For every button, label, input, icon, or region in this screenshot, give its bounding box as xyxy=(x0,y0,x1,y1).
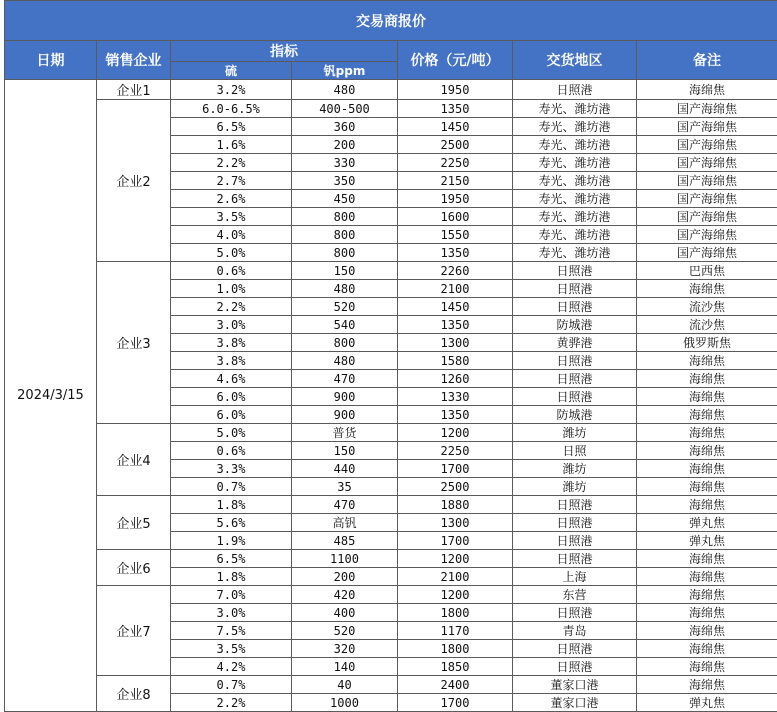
price-cell[interactable]: 2250 xyxy=(398,154,513,172)
vanadium-cell[interactable]: 520 xyxy=(292,622,398,640)
sulfur-cell[interactable]: 1.9% xyxy=(171,532,292,550)
price-cell[interactable]: 2500 xyxy=(398,478,513,496)
price-cell[interactable]: 1170 xyxy=(398,622,513,640)
remark-cell[interactable]: 海绵焦 xyxy=(637,496,777,514)
quote-table xyxy=(4,0,777,712)
region-cell[interactable]: 青岛 xyxy=(513,622,637,640)
price-cell[interactable]: 1350 xyxy=(398,100,513,118)
region-cell[interactable]: 日照港 xyxy=(513,496,637,514)
region-cell[interactable]: 日照 xyxy=(513,442,637,460)
region-cell[interactable]: 寿光、潍坊港 xyxy=(513,190,637,208)
price-cell[interactable]: 2100 xyxy=(398,280,513,298)
table-row xyxy=(5,262,777,280)
remark-cell[interactable]: 海绵焦 xyxy=(637,658,777,676)
vanadium-cell[interactable]: 420 xyxy=(292,586,398,604)
region-cell[interactable]: 防城港 xyxy=(513,406,637,424)
remark-cell[interactable]: 海绵焦 xyxy=(637,640,777,658)
price-cell[interactable]: 1330 xyxy=(398,388,513,406)
price-cell[interactable]: 1300 xyxy=(398,514,513,532)
table-row xyxy=(5,676,777,694)
vanadium-cell[interactable]: 1000 xyxy=(292,694,398,712)
header-sulfur: 硫 xyxy=(171,62,292,80)
sulfur-cell[interactable]: 5.0% xyxy=(171,244,292,262)
price-cell[interactable]: 2250 xyxy=(398,442,513,460)
remark-cell[interactable]: 弹丸焦 xyxy=(637,532,777,550)
vanadium-cell[interactable]: 1100 xyxy=(292,550,398,568)
sulfur-cell[interactable]: 6.0% xyxy=(171,406,292,424)
price-cell[interactable]: 1800 xyxy=(398,604,513,622)
region-cell[interactable]: 日照港 xyxy=(513,532,637,550)
sulfur-cell[interactable]: 6.5% xyxy=(171,550,292,568)
remark-cell[interactable]: 海绵焦 xyxy=(637,442,777,460)
header-vanadium: 钒ppm xyxy=(292,62,398,80)
remark-cell[interactable]: 海绵焦 xyxy=(637,622,777,640)
price-cell[interactable]: 1200 xyxy=(398,424,513,442)
vanadium-cell[interactable]: 150 xyxy=(292,442,398,460)
price-cell[interactable]: 1850 xyxy=(398,658,513,676)
price-cell[interactable]: 1950 xyxy=(398,190,513,208)
remark-cell[interactable]: 弹丸焦 xyxy=(637,514,777,532)
sulfur-cell[interactable]: 6.5% xyxy=(171,118,292,136)
vanadium-cell[interactable]: 470 xyxy=(292,370,398,388)
remark-cell[interactable]: 国产海绵焦 xyxy=(637,172,777,190)
region-cell[interactable]: 上海 xyxy=(513,568,637,586)
remark-cell[interactable]: 弹丸焦 xyxy=(637,694,777,712)
table-row xyxy=(5,80,777,100)
sulfur-cell[interactable]: 3.2% xyxy=(171,80,292,100)
sulfur-cell[interactable]: 1.6% xyxy=(171,136,292,154)
region-cell[interactable]: 日照港 xyxy=(513,658,637,676)
company-cell[interactable]: 企业4 xyxy=(97,424,171,496)
remark-cell[interactable]: 流沙焦 xyxy=(637,298,777,316)
company-cell[interactable]: 企业5 xyxy=(97,496,171,550)
sulfur-cell[interactable]: 7.5% xyxy=(171,622,292,640)
remark-cell[interactable]: 海绵焦 xyxy=(637,460,777,478)
vanadium-cell[interactable]: 485 xyxy=(292,532,398,550)
remark-cell[interactable]: 流沙焦 xyxy=(637,316,777,334)
sulfur-cell[interactable]: 1.8% xyxy=(171,568,292,586)
vanadium-cell[interactable]: 360 xyxy=(292,118,398,136)
header-price: 价格（元/吨） xyxy=(398,41,513,80)
company-cell[interactable]: 企业3 xyxy=(97,262,171,424)
sulfur-cell[interactable]: 5.0% xyxy=(171,424,292,442)
region-cell[interactable]: 黄骅港 xyxy=(513,334,637,352)
vanadium-cell[interactable]: 470 xyxy=(292,496,398,514)
price-cell[interactable]: 1350 xyxy=(398,406,513,424)
sulfur-cell[interactable]: 3.5% xyxy=(171,208,292,226)
sulfur-cell[interactable]: 0.7% xyxy=(171,676,292,694)
remark-cell[interactable]: 国产海绵焦 xyxy=(637,244,777,262)
company-cell[interactable]: 企业1 xyxy=(97,80,171,100)
table-row xyxy=(5,496,777,514)
sulfur-cell[interactable]: 4.0% xyxy=(171,226,292,244)
vanadium-cell[interactable]: 900 xyxy=(292,388,398,406)
vanadium-cell[interactable]: 480 xyxy=(292,280,398,298)
price-cell[interactable]: 1880 xyxy=(398,496,513,514)
vanadium-cell[interactable]: 800 xyxy=(292,208,398,226)
remark-cell[interactable]: 俄罗斯焦 xyxy=(637,334,777,352)
vanadium-cell[interactable]: 480 xyxy=(292,80,398,100)
vanadium-cell[interactable]: 450 xyxy=(292,190,398,208)
region-cell[interactable]: 寿光、潍坊港 xyxy=(513,136,637,154)
vanadium-cell[interactable]: 400-500 xyxy=(292,100,398,118)
company-cell[interactable]: 企业7 xyxy=(97,586,171,676)
region-cell[interactable]: 潍坊 xyxy=(513,424,637,442)
region-cell[interactable]: 日照港 xyxy=(513,80,637,100)
sulfur-cell[interactable]: 2.2% xyxy=(171,298,292,316)
price-cell[interactable]: 1200 xyxy=(398,550,513,568)
price-cell[interactable]: 1350 xyxy=(398,244,513,262)
sulfur-cell[interactable]: 3.5% xyxy=(171,640,292,658)
remark-cell[interactable]: 海绵焦 xyxy=(637,604,777,622)
vanadium-cell[interactable]: 35 xyxy=(292,478,398,496)
remark-cell[interactable]: 海绵焦 xyxy=(637,586,777,604)
region-cell[interactable]: 日照港 xyxy=(513,370,637,388)
price-cell[interactable]: 2400 xyxy=(398,676,513,694)
sulfur-cell[interactable]: 0.7% xyxy=(171,478,292,496)
remark-cell[interactable]: 国产海绵焦 xyxy=(637,190,777,208)
price-cell[interactable]: 1700 xyxy=(398,694,513,712)
vanadium-cell[interactable]: 800 xyxy=(292,226,398,244)
header-region: 交货地区 xyxy=(513,41,637,80)
region-cell[interactable]: 日照港 xyxy=(513,514,637,532)
price-cell[interactable]: 1700 xyxy=(398,460,513,478)
vanadium-cell[interactable]: 440 xyxy=(292,460,398,478)
remark-cell[interactable]: 国产海绵焦 xyxy=(637,136,777,154)
sulfur-cell[interactable]: 3.3% xyxy=(171,460,292,478)
region-cell[interactable]: 董家口港 xyxy=(513,676,637,694)
region-cell[interactable]: 寿光、潍坊港 xyxy=(513,208,637,226)
region-cell[interactable]: 日照港 xyxy=(513,262,637,280)
table-body xyxy=(5,80,777,712)
remark-cell[interactable]: 国产海绵焦 xyxy=(637,208,777,226)
region-cell[interactable]: 寿光、潍坊港 xyxy=(513,244,637,262)
region-cell[interactable]: 董家口港 xyxy=(513,694,637,712)
sulfur-cell[interactable]: 3.8% xyxy=(171,352,292,370)
vanadium-cell[interactable]: 150 xyxy=(292,262,398,280)
vanadium-cell[interactable]: 480 xyxy=(292,352,398,370)
region-cell[interactable]: 寿光、潍坊港 xyxy=(513,118,637,136)
table-row xyxy=(5,586,777,604)
vanadium-cell[interactable]: 高钒 xyxy=(292,514,398,532)
company-cell[interactable]: 企业2 xyxy=(97,100,171,262)
vanadium-cell[interactable]: 350 xyxy=(292,172,398,190)
table-row xyxy=(5,550,777,568)
sulfur-cell[interactable]: 6.0% xyxy=(171,388,292,406)
price-cell[interactable]: 1260 xyxy=(398,370,513,388)
region-cell[interactable]: 寿光、潍坊港 xyxy=(513,154,637,172)
price-cell[interactable]: 2150 xyxy=(398,172,513,190)
remark-cell[interactable]: 国产海绵焦 xyxy=(637,226,777,244)
sulfur-cell[interactable]: 4.2% xyxy=(171,658,292,676)
vanadium-cell[interactable]: 普货 xyxy=(292,424,398,442)
sulfur-cell[interactable]: 4.6% xyxy=(171,370,292,388)
table-row xyxy=(5,100,777,118)
price-cell[interactable]: 1350 xyxy=(398,316,513,334)
remark-cell[interactable]: 国产海绵焦 xyxy=(637,118,777,136)
vanadium-cell[interactable]: 800 xyxy=(292,334,398,352)
vanadium-cell[interactable]: 330 xyxy=(292,154,398,172)
region-cell[interactable]: 寿光、潍坊港 xyxy=(513,172,637,190)
region-cell[interactable]: 日照港 xyxy=(513,352,637,370)
remark-cell[interactable]: 海绵焦 xyxy=(637,550,777,568)
sulfur-cell[interactable]: 2.2% xyxy=(171,694,292,712)
region-cell[interactable]: 日照港 xyxy=(513,280,637,298)
price-cell[interactable]: 1550 xyxy=(398,226,513,244)
region-cell[interactable]: 日照港 xyxy=(513,388,637,406)
price-cell[interactable]: 1450 xyxy=(398,298,513,316)
sulfur-cell[interactable]: 0.6% xyxy=(171,442,292,460)
price-cell[interactable]: 1580 xyxy=(398,352,513,370)
vanadium-cell[interactable]: 900 xyxy=(292,406,398,424)
sulfur-cell[interactable]: 6.0-6.5% xyxy=(171,100,292,118)
remark-cell[interactable]: 海绵焦 xyxy=(637,568,777,586)
vanadium-cell[interactable]: 540 xyxy=(292,316,398,334)
price-cell[interactable]: 2100 xyxy=(398,568,513,586)
vanadium-cell[interactable]: 140 xyxy=(292,658,398,676)
remark-cell[interactable]: 海绵焦 xyxy=(637,388,777,406)
vanadium-cell[interactable]: 40 xyxy=(292,676,398,694)
price-cell[interactable]: 1600 xyxy=(398,208,513,226)
remark-cell[interactable]: 海绵焦 xyxy=(637,352,777,370)
price-cell[interactable]: 2500 xyxy=(398,136,513,154)
region-cell[interactable]: 寿光、潍坊港 xyxy=(513,100,637,118)
region-cell[interactable]: 防城港 xyxy=(513,316,637,334)
sulfur-cell[interactable]: 1.8% xyxy=(171,496,292,514)
header-date: 日期 xyxy=(5,41,97,80)
sulfur-cell[interactable]: 1.0% xyxy=(171,280,292,298)
header-remark: 备注 xyxy=(637,41,777,80)
date-cell[interactable]: 2024/3/15 xyxy=(5,80,97,712)
sulfur-cell[interactable]: 3.0% xyxy=(171,316,292,334)
vanadium-cell[interactable]: 400 xyxy=(292,604,398,622)
remark-cell[interactable]: 海绵焦 xyxy=(637,406,777,424)
remark-cell[interactable]: 海绵焦 xyxy=(637,676,777,694)
sulfur-cell[interactable]: 2.7% xyxy=(171,172,292,190)
sulfur-cell[interactable]: 5.6% xyxy=(171,514,292,532)
region-cell[interactable]: 东营 xyxy=(513,586,637,604)
region-cell[interactable]: 潍坊 xyxy=(513,478,637,496)
price-cell[interactable]: 1800 xyxy=(398,640,513,658)
sulfur-cell[interactable]: 2.2% xyxy=(171,154,292,172)
header-indicator: 指标 xyxy=(171,41,398,62)
region-cell[interactable]: 日照港 xyxy=(513,298,637,316)
table-row xyxy=(5,424,777,442)
region-cell[interactable]: 潍坊 xyxy=(513,460,637,478)
company-cell[interactable]: 企业6 xyxy=(97,550,171,586)
vanadium-cell[interactable]: 320 xyxy=(292,640,398,658)
region-cell[interactable]: 日照港 xyxy=(513,550,637,568)
remark-cell[interactable]: 海绵焦 xyxy=(637,424,777,442)
price-cell[interactable]: 1700 xyxy=(398,532,513,550)
company-cell[interactable]: 企业8 xyxy=(97,676,171,712)
price-cell[interactable]: 1200 xyxy=(398,586,513,604)
remark-cell[interactable]: 国产海绵焦 xyxy=(637,100,777,118)
sulfur-cell[interactable]: 2.6% xyxy=(171,190,292,208)
sulfur-cell[interactable]: 3.0% xyxy=(171,604,292,622)
price-cell[interactable]: 2260 xyxy=(398,262,513,280)
sulfur-cell[interactable]: 7.0% xyxy=(171,586,292,604)
region-cell[interactable]: 寿光、潍坊港 xyxy=(513,226,637,244)
sulfur-cell[interactable]: 0.6% xyxy=(171,262,292,280)
remark-cell[interactable]: 海绵焦 xyxy=(637,370,777,388)
table-title: 交易商报价 xyxy=(5,1,777,41)
region-cell[interactable]: 日照港 xyxy=(513,640,637,658)
remark-cell[interactable]: 巴西焦 xyxy=(637,262,777,280)
remark-cell[interactable]: 海绵焦 xyxy=(637,280,777,298)
remark-cell[interactable]: 海绵焦 xyxy=(637,80,777,100)
vanadium-cell[interactable]: 200 xyxy=(292,568,398,586)
price-cell[interactable]: 1450 xyxy=(398,118,513,136)
price-cell[interactable]: 1950 xyxy=(398,80,513,100)
region-cell[interactable]: 日照港 xyxy=(513,604,637,622)
header-company: 销售企业 xyxy=(97,41,171,80)
vanadium-cell[interactable]: 520 xyxy=(292,298,398,316)
vanadium-cell[interactable]: 200 xyxy=(292,136,398,154)
price-cell[interactable]: 1300 xyxy=(398,334,513,352)
remark-cell[interactable]: 国产海绵焦 xyxy=(637,154,777,172)
remark-cell[interactable]: 海绵焦 xyxy=(637,478,777,496)
vanadium-cell[interactable]: 800 xyxy=(292,244,398,262)
sulfur-cell[interactable]: 3.8% xyxy=(171,334,292,352)
